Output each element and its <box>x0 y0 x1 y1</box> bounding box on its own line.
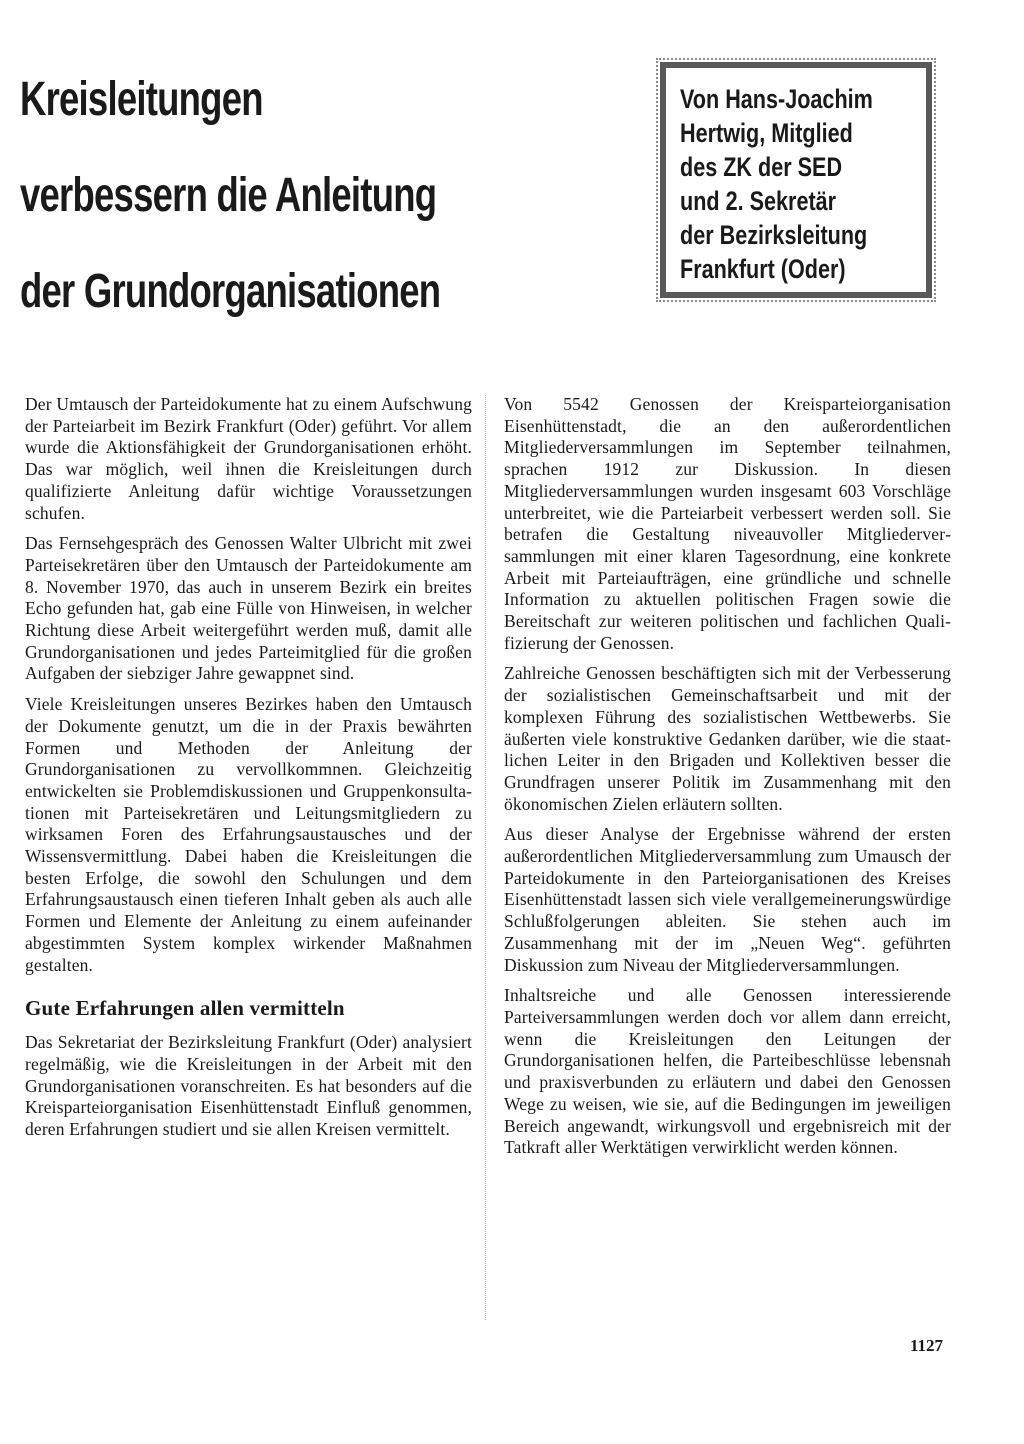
page-number: 1127 <box>910 1336 944 1355</box>
author-line-3: des ZK der SED <box>680 152 843 182</box>
paragraph: Aus dieser Analyse der Ergebnisse während der ersten außerordentlichen Mitgliederversammlung zum Umausch der Parteidokumente in den Parteiorganisationen des Kreises Eisenhüttenstadt lassen sich viele verallgemeinerungswürdige Schlußfolgerungen ableiten. Sie stehen auch im Zusammenhang mit der im „Neuen Weg“. geführten Diskussion zum Niveau der Mitgliederversammlungen. <box>504 824 951 975</box>
paragraph: Zahlreiche Genossen beschäftigten sich mit der Verbesserung der sozialistischen Gemeinschaftsarbeit und mit der komplexen Führung des sozialistischen Wettbewerbs. Sie äußerten viele konstruktive Gedanken darüber, wie die staatlichen Leiter in den Brigaden und Kollektiven besser die Grundfragen unserer Politik im Zusammenhang mit den ökonomischen Zielen erläutern sollten. <box>504 663 951 814</box>
left-column <box>25 394 472 1150</box>
author-line-1: Von Hans-Joachim <box>680 84 873 114</box>
headline <box>20 52 476 340</box>
paragraph: Viele Kreisleitungen unseres Bezirkes haben den Umtausch der Dokumente genutzt, um die in der Praxis bewährten Formen und Methoden der Anleitung der Grundorganisationen zu vervollkommnen. Gleichzeitig entwickelten sie Problemdiskussionen und Gruppenkonsultationen mit Parteisekretären und Leitungsmitgliedern zu wirksamen Foren des Erfahrungsaustausches und der Wissensvermittlung. Dabei haben die Kreisleitungen die besten Erfolge, die sowohl den Schulungen und dem Erfahrungsaustausch einen tieferen Inhalt geben als auch alle Formen und Elemente der Anleitung zu einem aufeinander abgestimmten System komplex wirkender Maßnahmen gestalten. <box>25 694 472 975</box>
headline-line-3: der Grundorganisationen <box>20 265 441 318</box>
right-column <box>504 394 951 1168</box>
section-subheading: Gute Erfahrungen allen vermitteln <box>25 996 345 1021</box>
paragraph: Inhaltsreiche und alle Genossen interessierende Parteiversammlungen werden doch vor allem dann erreicht, wenn die Kreisleitungen den Leitungen der Grundorganisationen helfen, die Parteibeschlüsse lebensnah und praxisverbunden zu erläutern und dabei den Genossen Wege zu weisen, wie sie, auf die Bedingungen im jeweiligen Bereich angewandt, wirkungsvoll und ergebnisreich mit der Tatkraft aller Werktätigen verwirklicht werden können. <box>504 985 951 1158</box>
paragraph: Von 5542 Genossen der Kreisparteiorganisation Eisenhüttenstadt, die an den außerordentlichen Mitgliederversammlungen im September teilnahmen, sprachen 1912 zur Diskussion. In diesen Mitgliederversammlungen wurden insgesamt 603 Vorschläge unterbreitet, wie die Parteiarbeit verbessert werden soll. Sie betrafen die Gestaltung niveauvoller Mitgliederversammlungen mit einer klaren Tagesordnung, eine konkrete Arbeit mit Parteiaufträgen, eine gründliche und schnelle Information zu aktuellen politischen Fragen sowie die Bereitschaft zur weiteren politischen und fachlichen Qualifizierung der Genossen. <box>504 394 951 653</box>
author-line-2: Hertwig, Mitglied <box>680 118 853 148</box>
paragraph: Das Fernsehgespräch des Genossen Walter Ulbricht mit zwei Parteisekretären über den Umtausch der Parteidokumente am 8. November 1970, das auch in unserem Bezirk ein breites Echo gefunden hat, gab eine Fülle von Hinweisen, in welcher Richtung diese Arbeit weitergeführt werden muß, damit alle Grundorganisationen und jedes Parteimitglied für die großen Aufgaben der siebziger Jahre gewappnet sind. <box>25 533 472 684</box>
headline-line-2: verbessern die Anleitung <box>20 169 437 222</box>
author-credit <box>680 82 873 286</box>
paragraph: Das Sekretariat der Bezirksleitung Frankfurt (Oder) analysiert regelmäßig, wie die Kreisleitungen in der Arbeit mit den Grundorganisationen voranschreiten. Es hat besonders auf die Kreisparteiorganisation Eisenhüttenstadt Einfluß genommen, deren Erfahrungen studiert und sie allen Kreisen vermittelt. <box>25 1032 472 1140</box>
author-line-4: und 2. Sekretär <box>680 186 837 216</box>
author-line-6: Frankfurt (Oder) <box>680 254 846 284</box>
paragraph: Der Umtausch der Parteidokumente hat zu einem Aufschwung der Parteiarbeit im Bezirk Frankfurt (Oder) geführt. Vor allem wurde die Aktionsfähigkeit der Grundorganisationen erhöht. Das war möglich, weil ihnen die Kreisleitungen durch qualifizierte Anleitung dafür wichtige Voraussetzungen schufen. <box>25 394 472 523</box>
author-line-5: der Bezirksleitung <box>680 220 868 250</box>
author-box <box>660 62 932 298</box>
column-divider <box>485 395 486 1320</box>
headline-line-1: Kreisleitungen <box>20 73 263 126</box>
